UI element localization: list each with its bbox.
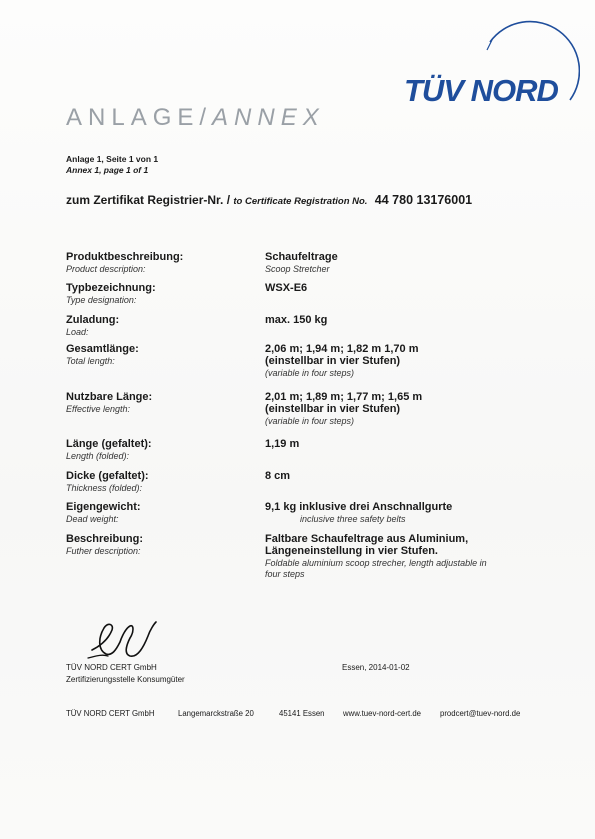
page-title (66, 104, 325, 132)
signature-company: TÜV NORD CERT GmbH (66, 663, 157, 672)
field-label: Gesamtlänge: (66, 343, 139, 355)
signature-department: Zertifizierungsstelle Konsumgüter (66, 675, 185, 684)
certificate-number: 44 780 13176001 (374, 193, 473, 207)
annex-info-en: Annex 1, page 1 of 1 (66, 165, 149, 175)
field-value: 1,19 m (265, 438, 300, 450)
field-value: 8 cm (265, 470, 291, 482)
field-value: Faltbare Schaufeltrage aus Aluminium, (265, 533, 469, 545)
signature-place-date: Essen, 2014-01-02 (342, 663, 410, 672)
field-label-en: Type designation: (66, 295, 137, 305)
field-label: Eigengewicht: (66, 501, 141, 513)
annex-info-de: Anlage 1, Seite 1 von 1 (66, 154, 159, 164)
field-label-en: Effective length: (66, 404, 131, 414)
field-label-en: Length (folded): (66, 451, 130, 461)
footer-company: TÜV NORD CERT GmbH (66, 709, 155, 718)
title-en: ANNEX (212, 104, 325, 131)
field-value: 2,06 m; 1,94 m; 1,82 m 1,70 m (265, 343, 419, 355)
field-label-en: Thickness (folded): (66, 483, 143, 493)
annex-page-info (66, 154, 158, 176)
field-value-en: (variable in four steps) (265, 368, 355, 378)
field-value: max. 150 kg (265, 314, 328, 326)
field-value: Schaufeltrage (265, 251, 338, 263)
field-value-line2: Längeneinstellung in vier Stufen. (265, 545, 438, 557)
field-label: Dicke (gefaltet): (66, 470, 149, 482)
field-label-en: Dead weight: (66, 514, 119, 524)
cert-label-de: zum Zertifikat Registrier-Nr. / (66, 193, 234, 207)
field-value-line2: (einstellbar in vier Stufen) (265, 403, 401, 415)
field-value-line2: (einstellbar in vier Stufen) (265, 355, 401, 367)
field-value-en-line2: four steps (265, 569, 305, 579)
field-value: 2,01 m; 1,89 m; 1,77 m; 1,65 m (265, 391, 423, 403)
tuv-nord-logo: TÜV NORD (404, 73, 558, 108)
field-value: WSX-E6 (265, 282, 308, 294)
handwritten-signature (86, 616, 160, 666)
cert-label-en: to Certificate Registration No. (233, 196, 368, 207)
certificate-registration-line (66, 193, 472, 207)
field-label: Länge (gefaltet): (66, 438, 152, 450)
field-label: Beschreibung: (66, 533, 144, 545)
footer-email-link[interactable]: prodcert@tuev-nord.de (440, 709, 521, 718)
field-label-en: Total length: (66, 356, 115, 366)
field-value-en: Foldable aluminium scoop strecher, length adjustable in (265, 558, 487, 568)
footer-city: 45141 Essen (279, 709, 325, 718)
field-value-en: inclusive three safety belts (300, 514, 406, 524)
footer-street: Langemarckstraße 20 (178, 709, 254, 718)
field-label-en: Load: (66, 327, 89, 337)
field-value-en: Scoop Stretcher (265, 264, 330, 274)
field-label: Zuladung: (66, 314, 120, 326)
field-value: 9,1 kg inklusive drei Anschnallgurte (265, 501, 453, 513)
field-label: Nutzbare Länge: (66, 391, 153, 403)
field-label-en: Futher description: (66, 546, 141, 556)
field-label: Typbezeichnung: (66, 282, 156, 294)
field-label: Produktbeschreibung: (66, 251, 184, 263)
field-value-en: (variable in four steps) (265, 416, 355, 426)
title-de: ANLAGE/ (66, 104, 213, 131)
field-label-en: Product description: (66, 264, 146, 274)
footer-website-link[interactable]: www.tuev-nord-cert.de (343, 709, 421, 718)
